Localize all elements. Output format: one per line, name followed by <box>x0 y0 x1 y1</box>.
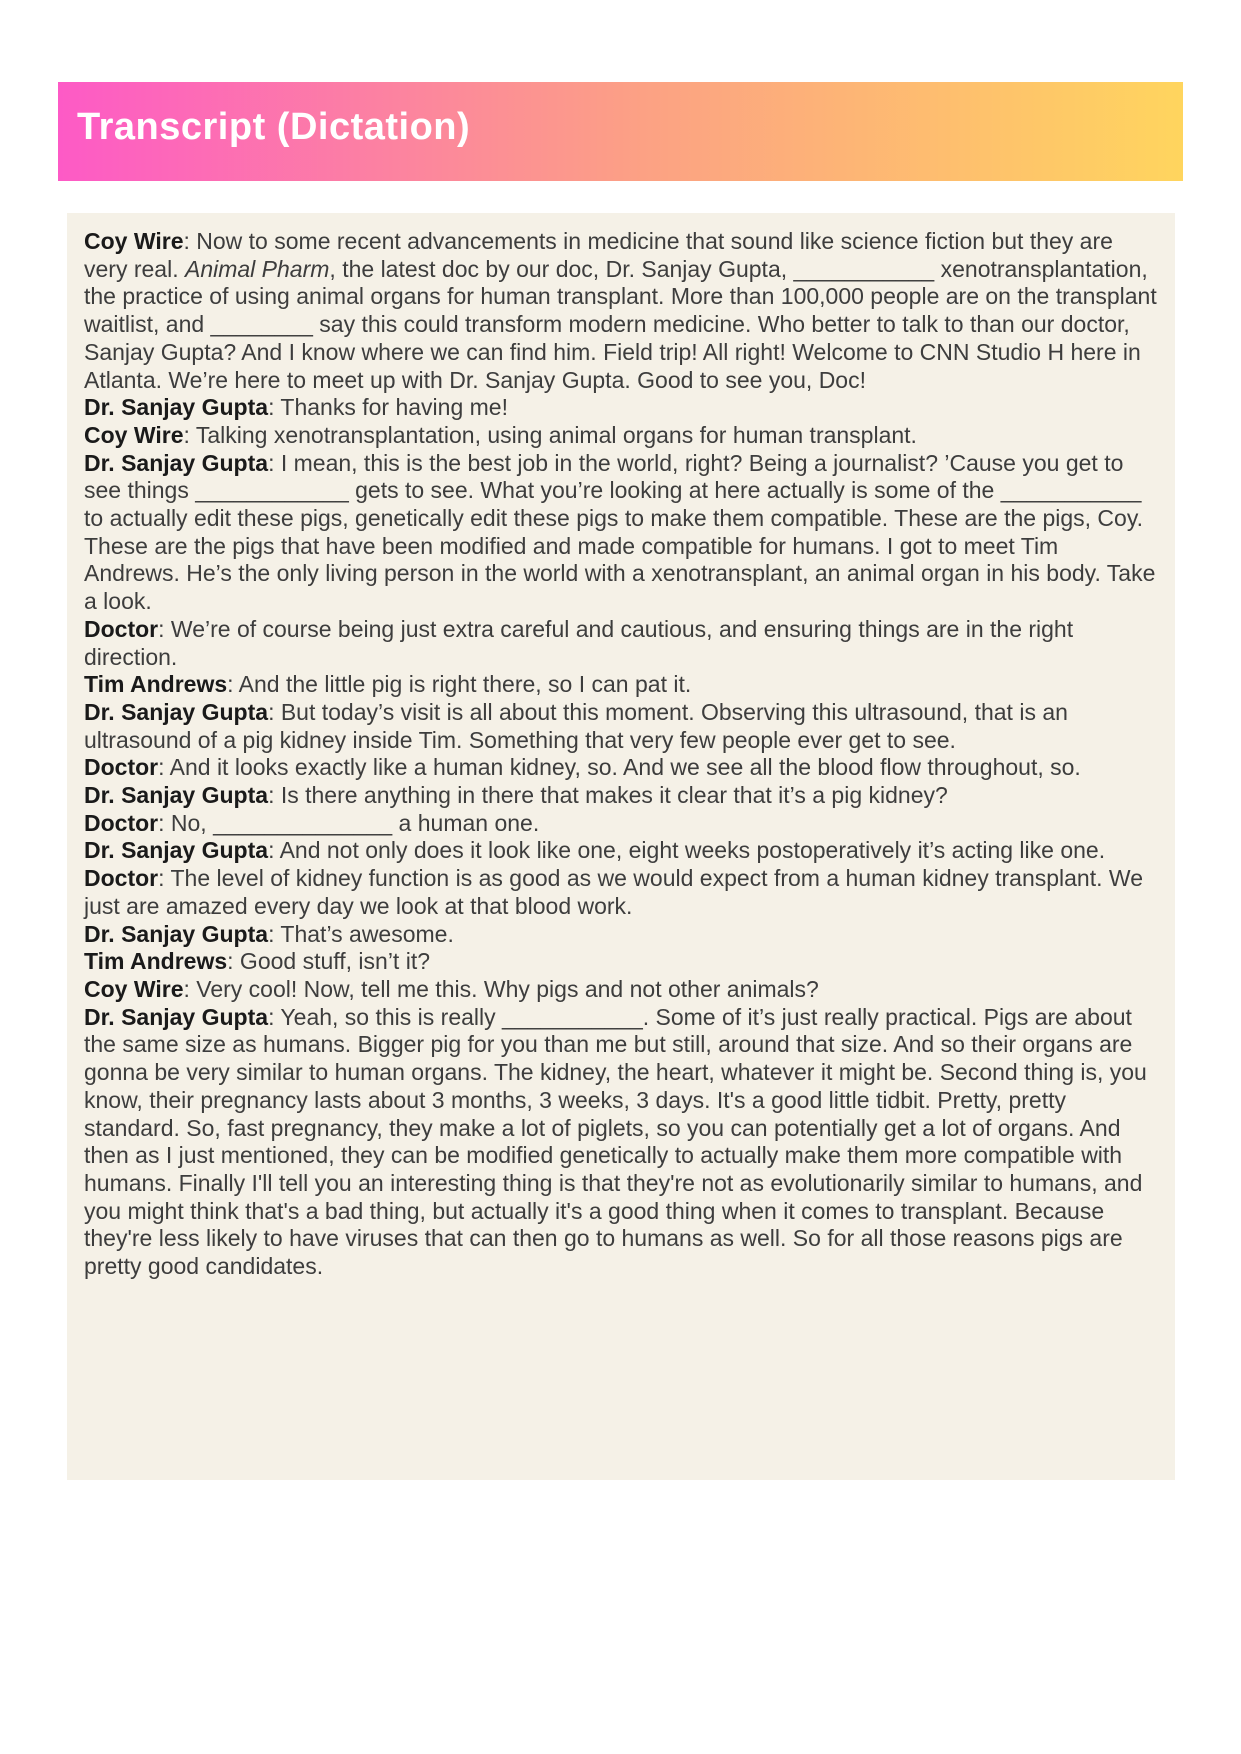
transcript-paragraph <box>84 976 1157 1004</box>
dialogue-text: : The level of kidney function is as good as we would expect from a human kidney transplant. We just are amazed every day we look at that blood work. <box>84 865 1143 919</box>
dialogue-text: : But today’s visit is all about this moment. Observing this ultrasound, that is an ultrasound of a pig kidney inside Tim. Something that very few people ever get to see. <box>84 698 1068 753</box>
transcript-paragraph <box>84 865 1157 920</box>
speaker-name: Coy Wire <box>84 421 184 448</box>
dialogue-text: : I mean, this is the best job in the world, right? Being a journalist? ’Cause you get to see things ____________ gets to see. What you’re looking at here actually is some of the ___________ to actually edit these pigs, genetically edit these pigs to make them compatible. These are the pigs, Coy. These are the pigs that have been modified and made compatible for humans. I got to meet Tim Andrews. He’s the only living person in the world with a xenotransplant, an animal organ in his body. Take a look. <box>84 449 1156 615</box>
speaker-name: Dr. Sanjay Gupta <box>84 698 269 725</box>
dialogue-text: : And the little pig is right there, so I can pat it. <box>227 671 692 698</box>
speaker-name: Dr. Sanjay Gupta <box>84 782 269 809</box>
transcript-paragraph <box>84 450 1157 616</box>
transcript-paragraph <box>84 810 1157 838</box>
dialogue-text: : Talking xenotransplantation, using animal organs for human transplant. <box>183 421 917 448</box>
dialogue-text: : Good stuff, isn’t it? <box>227 948 431 975</box>
speaker-name: Doctor <box>84 809 159 836</box>
dialogue-text: : We’re of course being just extra careful and cautious, and ensuring things are in the right direction. <box>84 615 1074 670</box>
speaker-name: Tim Andrews <box>84 671 228 698</box>
page-title: Transcript (Dictation) <box>77 106 471 148</box>
transcript-paragraph <box>84 921 1157 949</box>
transcript-paragraph <box>84 782 1157 810</box>
dialogue-text: : Now to some recent advancements in medicine that sound like science fiction but they are very real. <box>84 228 1113 282</box>
transcript-paragraph <box>84 1004 1157 1281</box>
speaker-name: Tim Andrews <box>84 948 228 975</box>
speaker-name: Doctor <box>84 865 159 892</box>
transcript-paragraph <box>84 699 1157 754</box>
transcript-paragraph <box>84 394 1157 422</box>
dialogue-text: : Is there anything in there that makes it clear that it’s a pig kidney? <box>268 782 948 809</box>
speaker-name: Dr. Sanjay Gupta <box>84 1003 269 1030</box>
speaker-name: Dr. Sanjay Gupta <box>84 920 269 947</box>
transcript-paragraph <box>84 671 1157 699</box>
speaker-name: Dr. Sanjay Gupta <box>84 837 269 864</box>
dialogue-text: : Yeah, so this is really ___________. Some of it’s just really practical. Pigs are about the same size as humans. Bigger pig for you than me but still, around that size. And so their organs are gonna be very similar to human organs. The kidney, the heart, whatever it might be. Second thing is, you know, their pregnancy lasts about 3 months, 3 weeks, 3 days. It's a good little tidbit. Pretty, pretty standard. So, fast pregnancy, they make a lot of piglets, so you can potentially get a lot of organs. And then as I just mentioned, they can be modified genetically to actually make them more compatible with humans. Finally I'll tell you an interesting thing is that they're not as evolutionarily similar to humans, and you might think that's a bad thing, but actually it's a good thing when it comes to transplant. Because they're less likely to have viruses that can then go to humans as well. So for all those reasons pigs are pretty good candidates. <box>84 1003 1147 1280</box>
transcript-paragraph <box>84 754 1157 782</box>
dialogue-text: : And it looks exactly like a human kidney, so. And we see all the blood flow throughout, so. <box>158 754 1081 781</box>
italic-title-text: Animal Pharm <box>184 255 330 282</box>
dialogue-text: : Thanks for having me! <box>268 394 508 421</box>
dialogue-text: : No, ______________ a human one. <box>158 809 540 836</box>
speaker-name: Doctor <box>84 615 159 642</box>
speaker-name: Doctor <box>84 754 159 781</box>
speaker-name: Coy Wire <box>84 228 184 254</box>
dialogue-text: : And not only does it look like one, eight weeks postoperatively it’s acting like one. <box>268 837 1106 864</box>
speaker-name: Dr. Sanjay Gupta <box>84 394 269 421</box>
transcript-paragraph <box>84 948 1157 976</box>
speaker-name: Dr. Sanjay Gupta <box>84 449 269 476</box>
transcript-paragraph <box>84 228 1157 394</box>
transcript-box <box>67 213 1175 1480</box>
page-title-banner <box>58 82 1183 181</box>
transcript-paragraph <box>84 837 1157 865</box>
dialogue-text: : That’s awesome. <box>268 920 454 947</box>
transcript-paragraph <box>84 422 1157 450</box>
dialogue-text: , the latest doc by our doc, Dr. Sanjay Gupta, ___________ xenotransplantation, the practice of using animal organs for human transplant. More than 100,000 people are on the transplant waitlist, and ________ say this could transform modern medicine. Who better to talk to than our doctor, Sanjay Gupta? And I know where we can find him. Field trip! All right! Welcome to CNN Studio H here in Atlanta. We’re here to meet up with Dr. Sanjay Gupta. Good to see you, Doc! <box>84 255 1157 393</box>
dialogue-text: : Very cool! Now, tell me this. Why pigs and not other animals? <box>183 975 819 1002</box>
transcript-paragraph <box>84 616 1157 671</box>
speaker-name: Coy Wire <box>84 975 184 1002</box>
